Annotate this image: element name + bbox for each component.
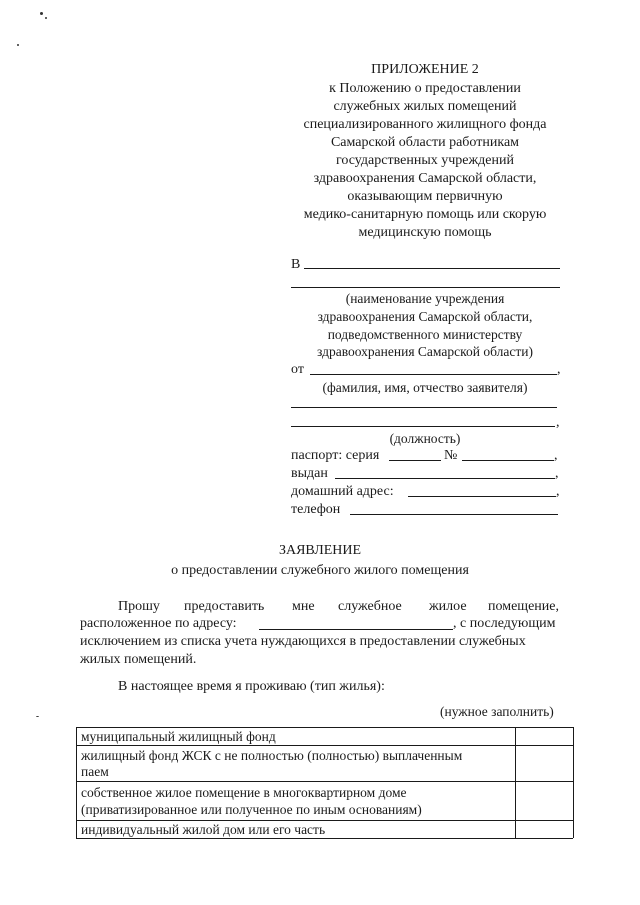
table-cell-label: (приватизированное или полученное по иным основаниям) <box>81 802 422 817</box>
from-comma: , <box>557 362 561 377</box>
appendix-line: Самарской области работникам <box>330 135 520 150</box>
home-address-label: домашний адрес: <box>291 484 394 499</box>
appendix-title: ПРИЛОЖЕНИЕ 2 <box>371 62 479 77</box>
home-address-comma: , <box>556 484 560 499</box>
body-word: предоставить <box>184 599 265 614</box>
table-checkbox-cell[interactable] <box>516 821 572 837</box>
body-word: Прошу <box>118 599 160 614</box>
to-label: В <box>291 257 301 272</box>
issued-comma: , <box>555 466 559 481</box>
appendix-line: специализированного жилищного фонда <box>303 117 547 132</box>
position-line-2 <box>291 426 555 427</box>
table-rule <box>573 727 574 838</box>
from-hint: (фамилия, имя, отчество заявителя) <box>322 380 528 395</box>
appendix-line: медицинскую помощь <box>358 225 492 240</box>
current-housing-text: В настоящее время я проживаю (тип жилья): <box>118 679 385 694</box>
body-line-3: исключением из списка учета нуждающихся в предоставлении служебных <box>80 634 526 649</box>
body-word: мне <box>292 599 315 614</box>
passport-number-line <box>462 460 554 461</box>
body-word: жилое <box>429 599 467 614</box>
body-line-2b: , с последующим <box>453 616 556 631</box>
scan-speck <box>40 12 43 15</box>
body-line-4: жилых помещений. <box>80 652 197 667</box>
appendix-line: государственных учреждений <box>336 153 514 168</box>
table-rule <box>76 727 573 728</box>
table-rule <box>76 838 573 839</box>
table-rule <box>76 745 573 746</box>
institution-hint: (наименование учреждения <box>345 291 505 306</box>
issued-label: выдан <box>291 466 328 481</box>
institution-hint: здравоохранения Самарской области) <box>317 344 533 359</box>
from-label: от <box>291 362 304 377</box>
appendix-line: медико-санитарную помощь или скорую <box>303 207 547 222</box>
table-checkbox-cell[interactable] <box>516 782 572 819</box>
body-word: помещение, <box>488 599 559 614</box>
from-line <box>310 374 557 375</box>
table-rule <box>76 781 573 782</box>
issued-line <box>335 478 555 479</box>
statement-subtitle: о предоставлении служебного жилого помещения <box>171 563 469 578</box>
appendix-line: к Положению о предоставлении <box>329 81 521 96</box>
scan-speck <box>45 17 47 19</box>
institution-hint: подведомственного министерству <box>327 327 523 342</box>
statement-title: ЗАЯВЛЕНИЕ <box>278 543 362 558</box>
body-line-2a: расположенное по адресу: <box>80 616 237 631</box>
table-cell-label: жилищный фонд ЖСК с не полностью (полностью) выплаченным <box>81 748 463 763</box>
appendix-line: здравоохранения Самарской области, <box>313 171 537 186</box>
home-address-line <box>408 496 556 497</box>
appendix-line: оказывающим первичную <box>347 189 503 204</box>
scan-speck <box>17 44 19 46</box>
to-institution-line <box>304 268 560 269</box>
passport-label: паспорт: серия <box>291 448 380 463</box>
table-rule <box>76 820 573 821</box>
table-checkbox-cell[interactable] <box>516 728 572 744</box>
passport-comma: , <box>554 448 558 463</box>
position-hint: (должность) <box>389 431 461 446</box>
passport-number-label: № <box>444 448 458 463</box>
table-rule <box>76 727 77 838</box>
phone-label: телефон <box>291 502 341 517</box>
position-line-1 <box>291 407 557 408</box>
request-address-line <box>259 629 453 630</box>
institution-hint: здравоохранения Самарской области, <box>317 309 533 324</box>
table-cell-label: паем <box>81 764 109 779</box>
table-cell-label: муниципальный жилищный фонд <box>81 729 276 744</box>
table-cell-label: индивидуальный жилой дом или его часть <box>81 822 326 837</box>
table-cell-label: собственное жилое помещение в многоквартирном доме <box>81 785 407 800</box>
table-checkbox-cell[interactable] <box>516 746 572 780</box>
phone-line <box>350 514 558 515</box>
body-word: служебное <box>338 599 402 614</box>
appendix-line: служебных жилых помещений <box>333 99 517 114</box>
position-comma: , <box>556 415 560 430</box>
to-institution-line-2 <box>291 287 560 288</box>
scan-speck <box>36 716 39 717</box>
fill-note: (нужное заполнить) <box>440 704 554 719</box>
passport-series-line <box>389 460 441 461</box>
